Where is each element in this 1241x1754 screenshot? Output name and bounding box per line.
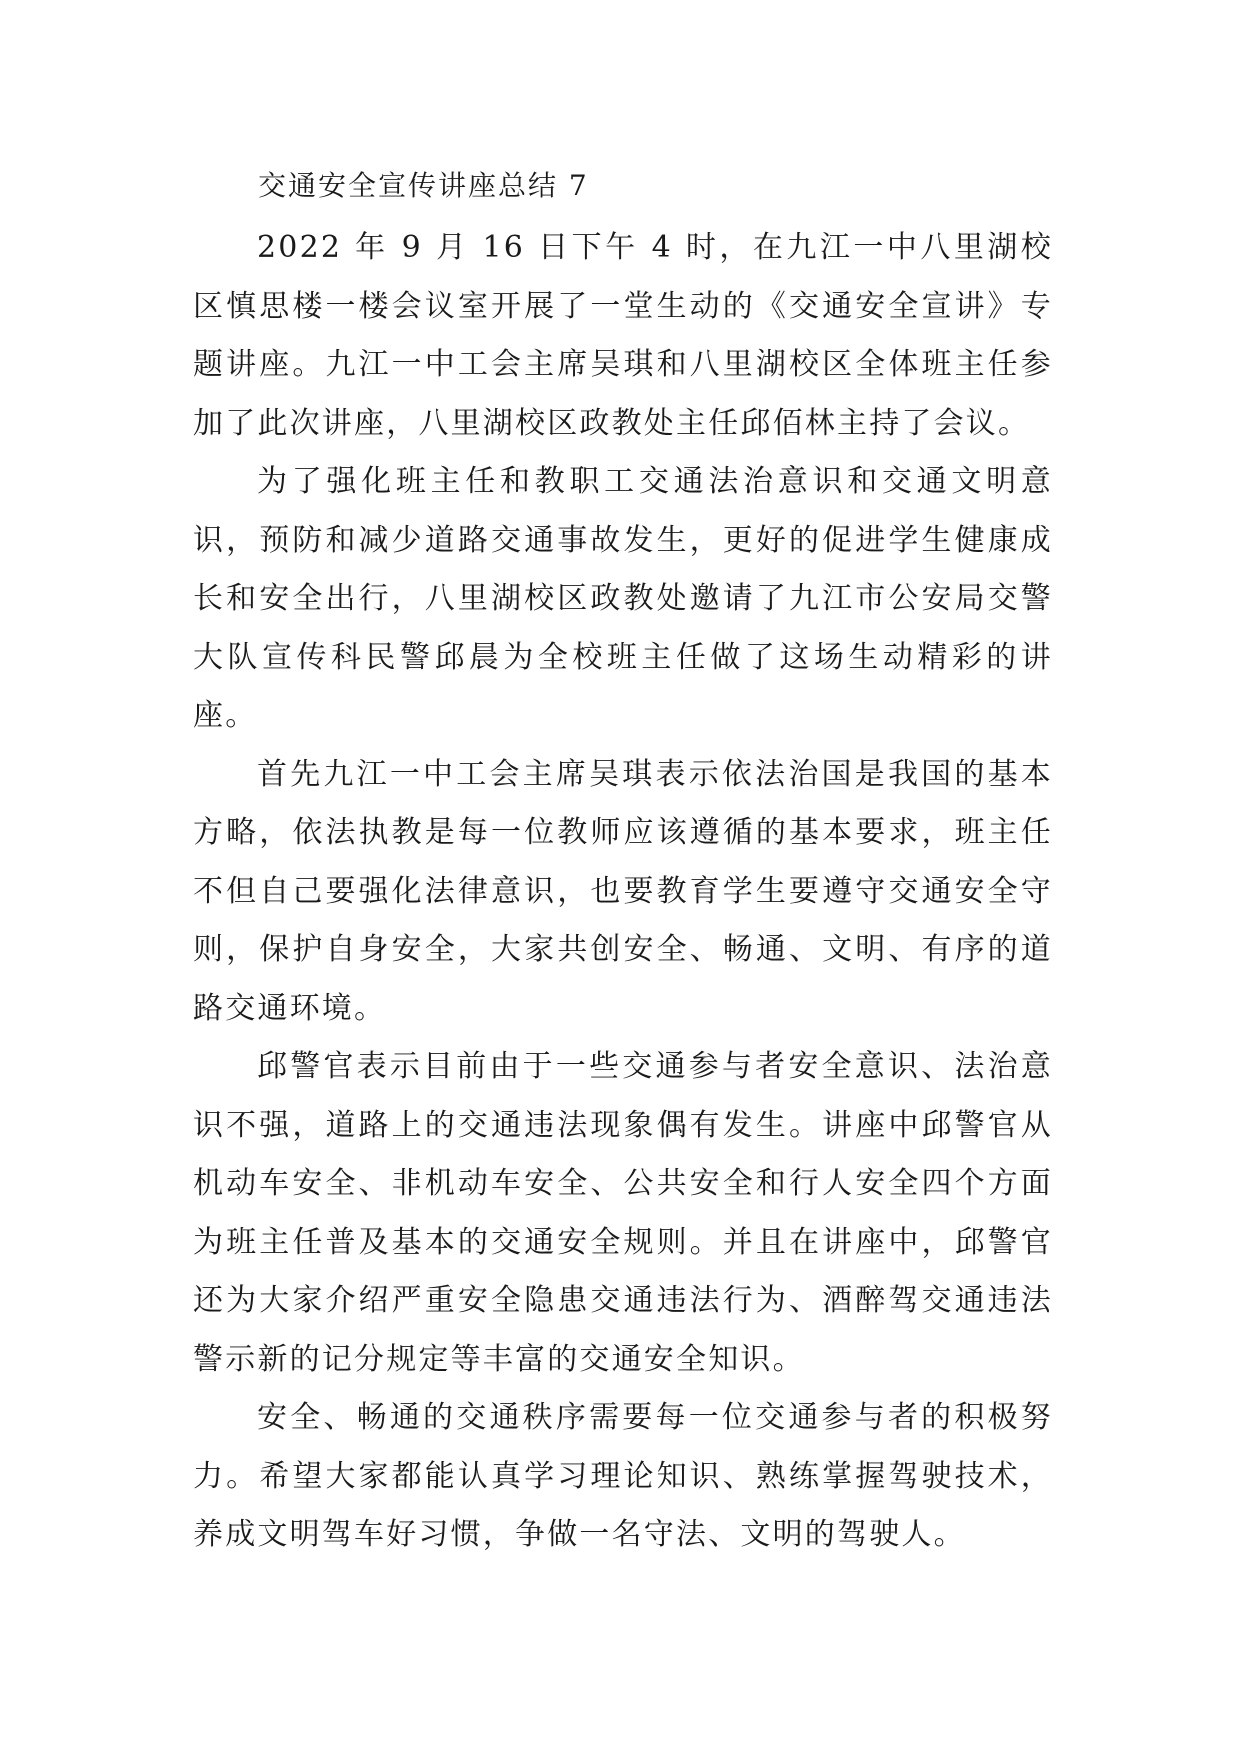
- paragraph-5: 安全、畅通的交通秩序需要每一位交通参与者的积极努力。希望大家都能认真学习理论知识、熟练掌握驾驶技术，养成文明驾车好习惯，争做一名守法、文明的驾驶人。: [193, 1400, 1053, 1552]
- paragraph-2: 为了强化班主任和教职工交通法治意识和交通文明意识，预防和减少道路交通事故发生，更好的促进学生健康成长和安全出行，八里湖校区政教处邀请了九江市公安局交警大队宣传科民警邱晨为全校班主任做了这场生动精彩的讲座。: [193, 464, 1053, 733]
- paragraph-1: 2022 年 9 月 16 日下午 4 时，在九江一中八里湖校区慎思楼一楼会议室开展了一堂生动的《交通安全宣讲》专题讲座。九江一中工会主席吴琪和八里湖校区全体班主任参加了此次讲座，八里湖校区政教处主任邱佰林主持了会议。: [193, 230, 1053, 441]
- document-title: 交通安全宣传讲座总结 7: [258, 169, 589, 202]
- paragraph-4: 邱警官表示目前由于一些交通参与者安全意识、法治意识不强，道路上的交通违法现象偶有发生。讲座中邱警官从机动车安全、非机动车安全、公共安全和行人安全四个方面为班主任普及基本的交通安全规则。并且在讲座中，邱警官还为大家介绍严重安全隐患交通违法行为、酒醉驾交通违法警示新的记分规定等丰富的交通安全知识。: [193, 1049, 1053, 1377]
- paragraph-3: 首先九江一中工会主席吴琪表示依法治国是我国的基本方略，依法执教是每一位教师应该遵循的基本要求，班主任不但自己要强化法律意识，也要教育学生要遵守交通安全守则，保护自身安全，大家共创安全、畅通、文明、有序的道路交通环境。: [193, 756, 1053, 1026]
- document-body: [193, 219, 1053, 1565]
